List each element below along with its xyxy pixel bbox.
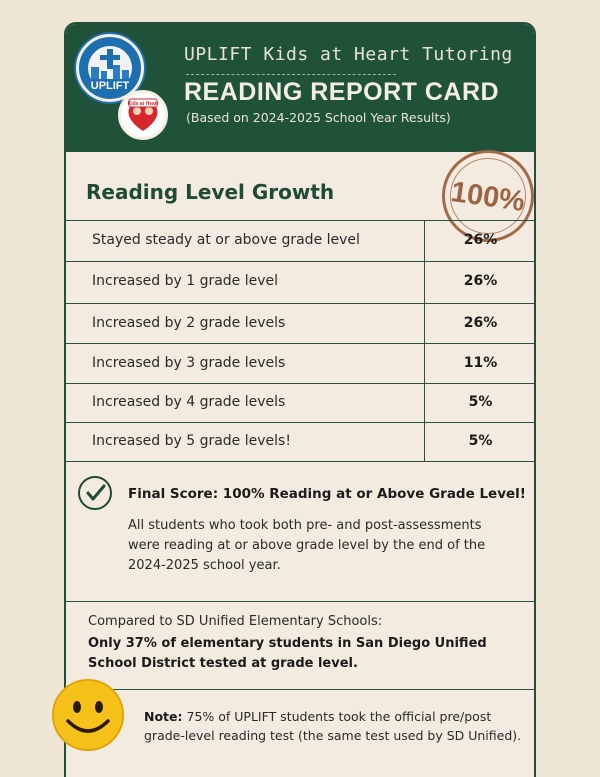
- smiley-face-icon: [50, 677, 126, 753]
- table-row: [66, 304, 534, 344]
- table-row: [66, 384, 534, 423]
- section-divider: [66, 689, 534, 690]
- page-subtitle: (Based on 2024-2025 School Year Results): [186, 110, 451, 125]
- uplift-logo-text: UPLIFT: [90, 80, 130, 92]
- growth-table: [66, 220, 534, 462]
- table-row: [66, 344, 534, 384]
- row-label: Increased by 1 grade level: [92, 273, 279, 289]
- section-title: Reading Level Growth: [86, 180, 335, 204]
- page-title: READING REPORT CARD: [184, 78, 500, 106]
- kids-at-heart-logo-text: Kids at Heart: [127, 101, 159, 107]
- row-value-cell: [424, 262, 536, 303]
- header-divider: [186, 74, 396, 75]
- row-value-cell: [424, 221, 536, 261]
- final-score-title: Final Score: 100% Reading at or Above Grade Level!: [128, 486, 526, 502]
- row-label: Increased by 2 grade levels: [92, 315, 286, 331]
- header: [66, 24, 534, 152]
- note-text: [144, 707, 534, 745]
- row-value: 26%: [463, 232, 498, 248]
- table-row: [66, 423, 534, 462]
- row-value: 5%: [468, 394, 493, 410]
- row-value-cell: [424, 304, 536, 343]
- note-body: 75% of UPLIFT students took the official pre/post grade-level reading test (the same test used by SD Unified).: [144, 709, 522, 743]
- row-value: 11%: [463, 355, 498, 371]
- checkmark-circle-icon: [78, 476, 112, 510]
- note-label: Note:: [144, 709, 183, 724]
- table-row: [66, 262, 534, 304]
- row-value-cell: [424, 344, 536, 383]
- comparison-lead: Compared to SD Unified Elementary Schools:: [88, 614, 383, 629]
- stamp-value: 100%: [448, 175, 527, 218]
- row-label: Increased by 3 grade levels: [92, 355, 286, 371]
- row-value: 26%: [463, 315, 498, 331]
- row-value: 5%: [468, 433, 493, 449]
- row-value: 26%: [463, 273, 498, 289]
- final-score-body: All students who took both pre- and post-assessments were reading at or above grade level by the end of the 2024-2025 school year.: [128, 518, 486, 573]
- report-card: [64, 22, 536, 777]
- comparison-statement: Only 37% of elementary students in San Diego Unified School District tested at grade level.: [88, 636, 487, 671]
- row-label: Stayed steady at or above grade level: [92, 232, 360, 248]
- table-row: [66, 220, 534, 262]
- row-value-cell: [424, 384, 536, 422]
- row-label: Increased by 5 grade levels!: [92, 433, 291, 449]
- row-label: Increased by 4 grade levels: [92, 394, 286, 410]
- kids-at-heart-logo: [118, 90, 168, 140]
- section-divider: [66, 601, 534, 602]
- row-value-cell: [424, 423, 536, 461]
- program-name: UPLIFT Kids at Heart Tutoring: [184, 44, 513, 65]
